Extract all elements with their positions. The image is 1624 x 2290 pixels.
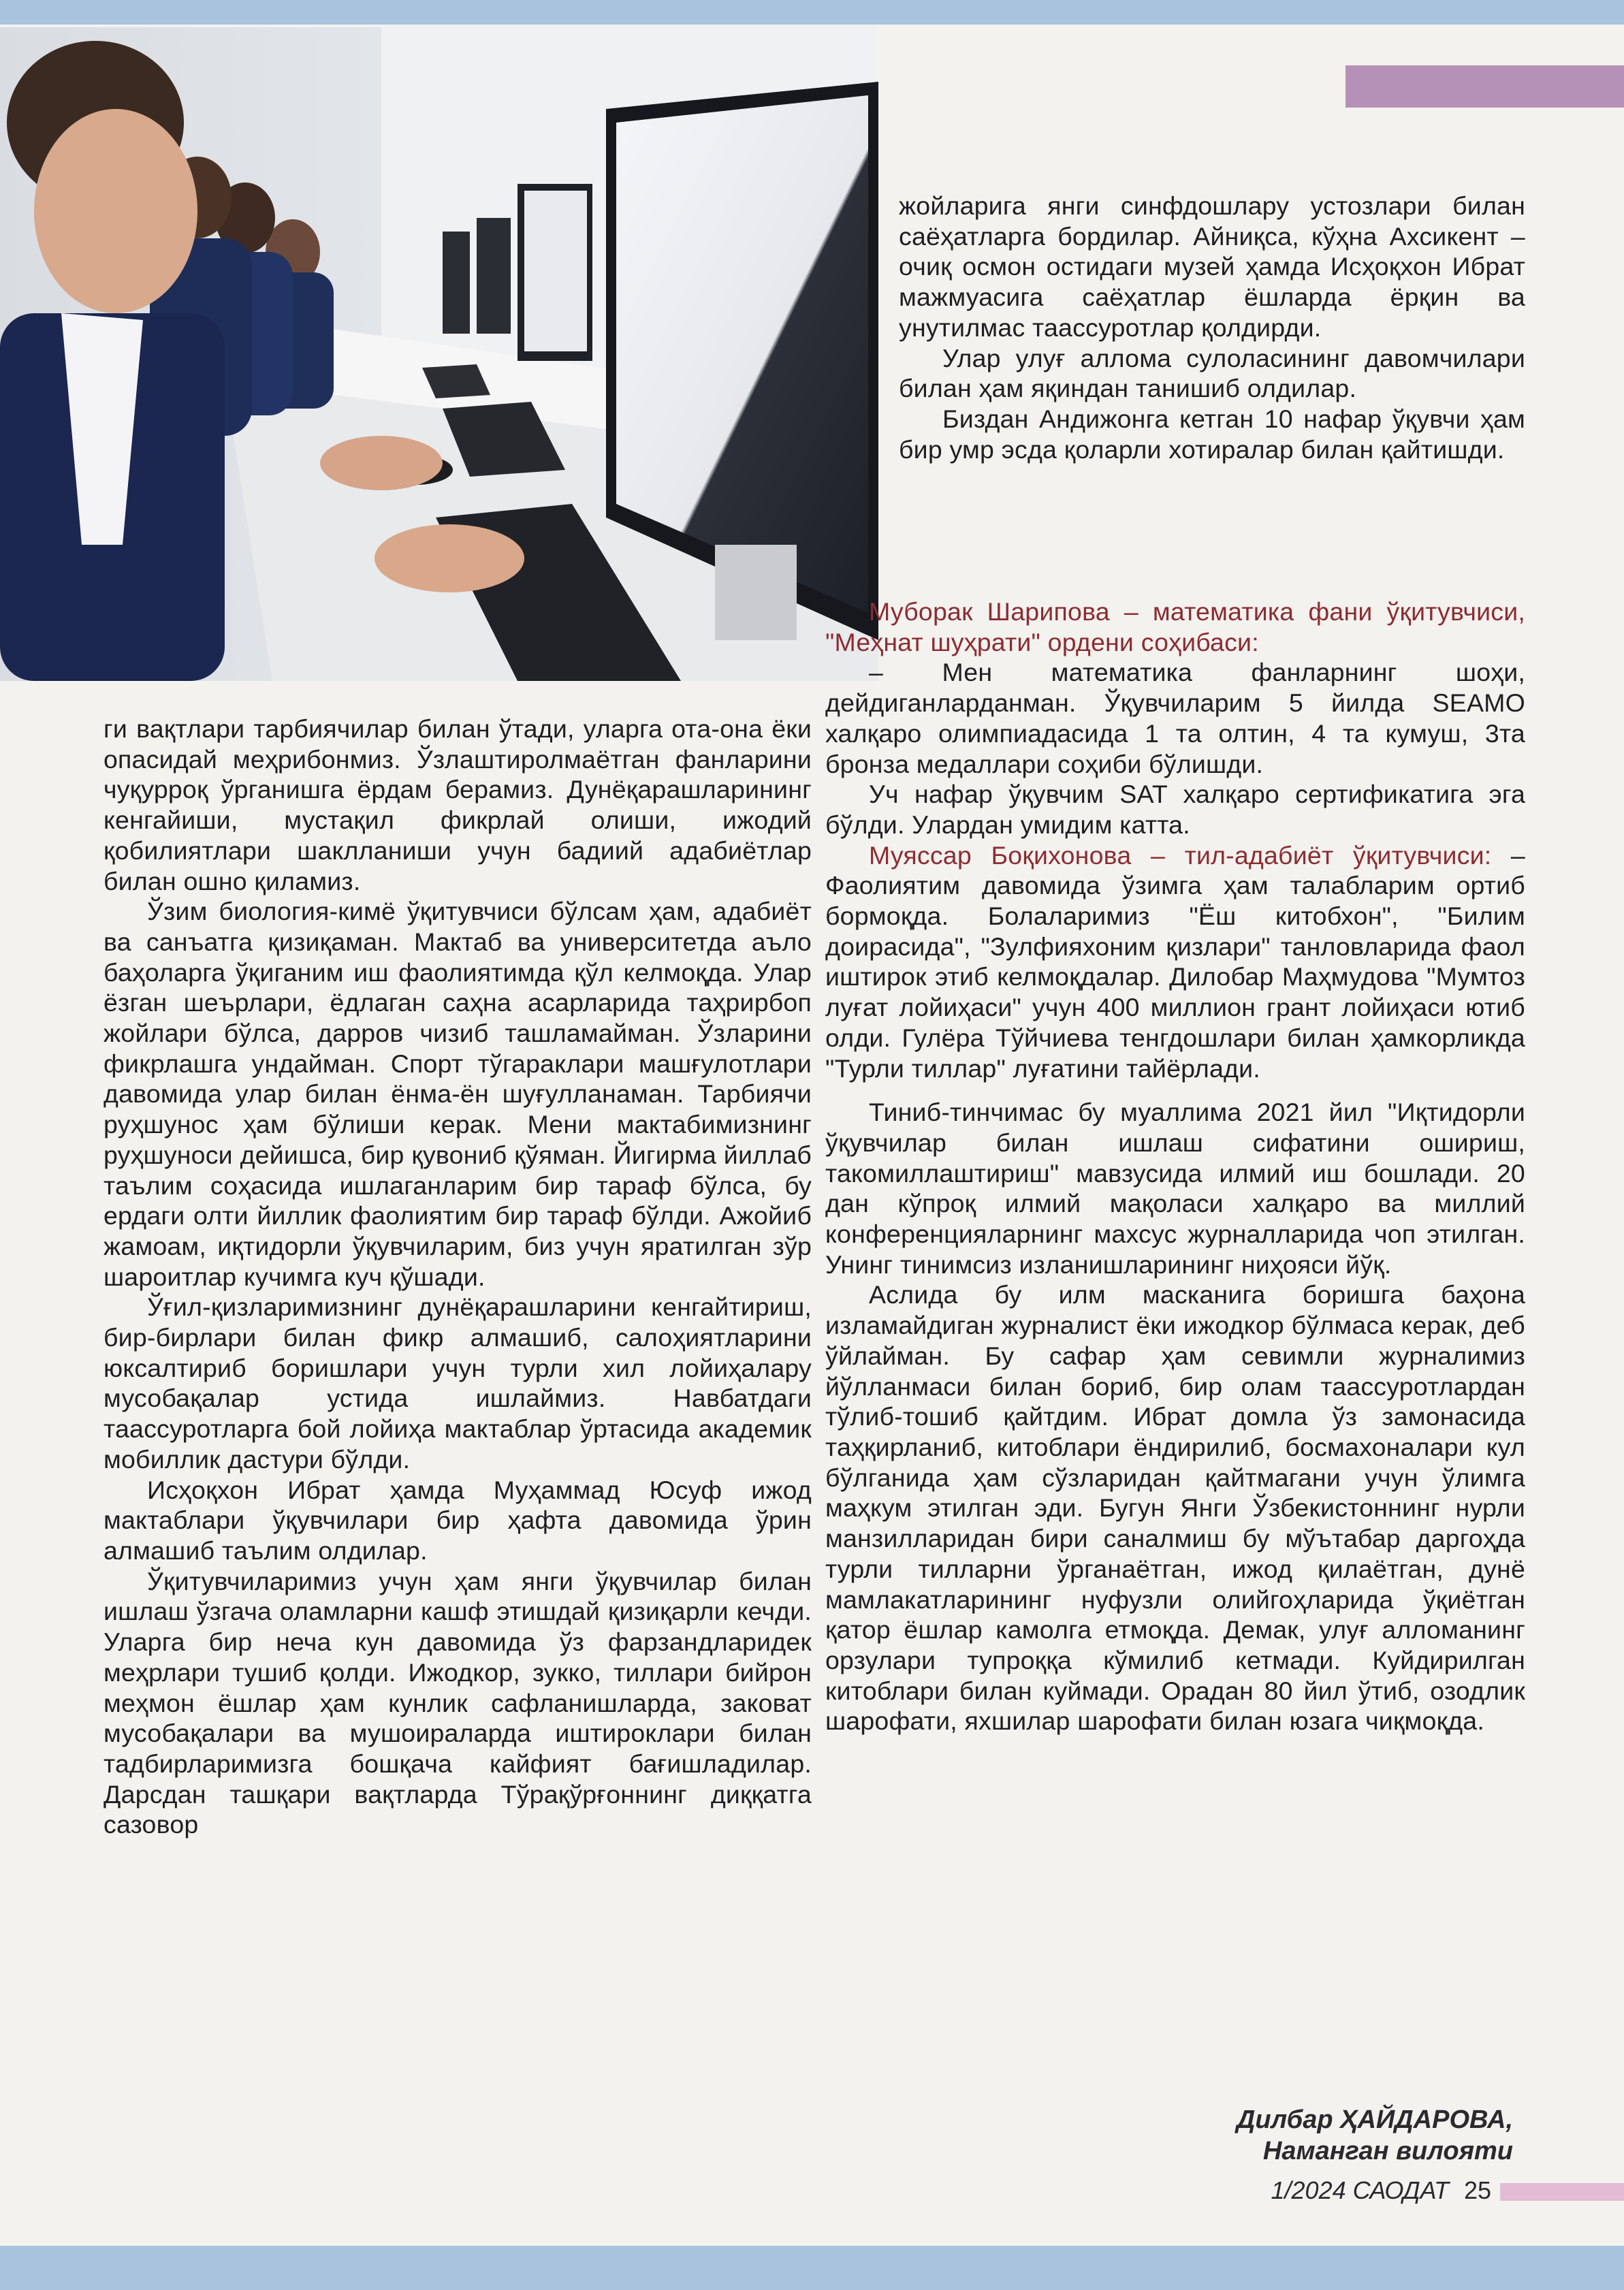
paragraph: Ўзим биология-кимё ўқитувчиси бўлсам ҳам, адабиёт ва санъатга қизиқаман. Мактаб ва университетда аъло баҳоларга ўқиганим иш фаолиятимда қўл келмоқда. Улар ёзган шеърлари, ёдлаган саҳна асарларида таҳрирбоп жойлари бўлса, дарров чизиб ташламайман. Ўзларини фикрлашга ундайман. Спорт тўгараклари машғулотлари давомида улар билан ёнма-ён шуғулланаман. Тарбиячи руҳшунос ҳам бўлиши керак. Мени мактабимизнинг руҳшуноси дейишса, бир қувониб қўяман. Йигирма йиллаб таълим соҳасида ишлаганларим бир тараф бўлса, бу ердаги олти йиллик фаолиятим бир тараф бўлди. Ажойиб жамоам, иқтидорли ўқувчиларим, биз учун яратилган зўр шароитлар кучимга куч қўшади. <box>104 897 812 1291</box>
paragraph: Ўқитувчиларимиз учун ҳам янги ўқувчилар билан ишлаш ўзгача оламларни кашф этишдай қизиқарли кечди. Уларга бир неча кун давомида ўз фарзандларидек меҳрлари тушиб қолди. Ижодкор, зукко, тиллари бийрон меҳмон ёшлар ҳам кунлик сафланишларда, заковат мусобақалари ва мушоираларда иштироклари билан тадбирларимизга бошқача кайфият бағишладилар. Дарсдан ташқари вақтларда Тўрақўрғоннинг диққатга сазовор <box>104 1566 812 1839</box>
paragraph: Ўғил-қизларимизнинг дунёқарашларини кенгайтириш, бир-бирлари билан фикр алмашиб, салоҳиятларини юксалтириб боришлари учун турли хил лойиҳалару мусобақалар устида ишлаймиз. Навбатдаги таассуротларга бой лойиҳа мактаблар ўртасида академик мобиллик дастури бўлди. <box>104 1292 812 1474</box>
author-name: Дилбар ҲАЙДАРОВА, <box>1236 2105 1513 2134</box>
classroom-computers-photo <box>0 27 878 681</box>
bottom-color-band <box>0 2246 1624 2290</box>
speaker-quote: – Фаолиятим давомида ўзимга ҳам талабларим ортиб бормоқда. Болаларимиз "Ёш китобхон", "Билим доирасида", "Зулфияхоним қизлари" танловларида фаол иштирок этиб келмоқдалар. Дилобар Маҳмудова "Мумтоз луғат лойиҳаси" учун 400 миллион грант лойиҳаси ютиб олди. Гулёра Тўйчиева тенгдошлари билан ҳамкорликда "Турли тиллар" луғатини тайёрлади. <box>825 840 1525 1083</box>
author-signature <box>1021 2104 1513 2167</box>
paragraph: ги вақтлари тарбиячилар билан ўтади, уларга ота-она ёки опасидай меҳрибонмиз. Ўзлаштиролмаётган фанларини чуқурроқ ўрганишга ёрдам берамиз. Дунёқарашларининг кенгайиши, мустақил фикрлай олиши, ижодий қобилиятлари шаклланиши учун бадиий адабиётлар билан ошно қиламиз. <box>104 714 812 895</box>
paragraph: Улар улуғ аллома сулоласининг давомчилари билан ҳам яқиндан танишиб олдилар. <box>899 343 1525 403</box>
author-region: Наманган вилояти <box>1262 2137 1513 2165</box>
issue-label: 1/2024 САОДАТ <box>1271 2176 1449 2204</box>
top-color-band <box>0 0 1624 25</box>
paragraph: Уч нафар ўқувчим SAT халқаро сертификатига эга бўлди. Улардан умидим катта. <box>825 780 1525 839</box>
paragraph: Биздан Андижонга кетган 10 нафар ўқувчи ҳам бир умр эсда қоларли хотиралар билан қайтишди. <box>899 404 1525 464</box>
paragraph: Тиниб-тинчимас бу муаллима 2021 йил "Иқтидорли ўқувчилар билан ишлаш сифатини ошириш, такомиллаштириш" мавзусида илмий иш бошлади. 20 дан кўпроқ илмий мақоласи халқаро ва миллий конференцияларнинг махсус журналларида чоп этилган. Унинг тинимсиз изланишларининг ниҳояси йўқ. <box>825 1098 1525 1279</box>
page-number: 25 <box>1463 2176 1491 2204</box>
left-column <box>104 714 812 1840</box>
speaker-quote: – Мен математика фанларнинг шоҳи, дейдиганларданман. Ўқувчиларим 5 йилда SEAMO халқаро олимпиадасида 1 та олтин, 4 та кумуш, 3та бронза медаллари соҳиби бўлишди. <box>825 658 1525 778</box>
speaker-label: Муяссар Боқихонова – тил-адабиёт ўқитувчиси: <box>869 840 1492 870</box>
paragraph: жойларига янги синфдошлару устозлари билан саёҳатларга бордилар. Айниқса, кўҳна Ахсикент – очиқ осмон остидаги музей ҳамда Исҳоқхон Ибрат мажмуасига саёҳатлар ёшларда ёрқин ва унутилмас таассуротлар қолдирди. <box>899 191 1525 342</box>
speaker-label: Муборак Шарипова – математика фани ўқитувчиси, "Меҳнат шуҳрати" ордени соҳибаси: <box>825 597 1525 656</box>
right-column-speaker1 <box>825 597 1525 1736</box>
paragraph: Исҳоқхон Ибрат ҳамда Муҳаммад Юсуф ижод мактаблари ўқувчилари бир ҳафта давомида ўрин алмашиб таълим олдилар. <box>104 1475 812 1565</box>
page-footer <box>1158 2176 1491 2206</box>
accent-bar-bottom <box>1500 2183 1624 2201</box>
right-column-top <box>899 191 1525 464</box>
accent-bar-top <box>1346 65 1624 108</box>
paragraph: Аслида бу илм масканига боришга баҳона изламайдиган журналист ёки ижодкор бўлмаса керак, деб ўйлайман. Бу сафар ҳам севимли журналимиз йўлланмаси билан бориб, бир олам таассуротлардан тўлиб-тошиб қайтдим. Ибрат домла ўз замонасида таҳқирланиб, китоблари ёндирилиб, босмахоналари кул бўлганида ҳам сўзларидан қайтмагани учун ўлимга маҳкум этилган эди. Бугун Янги Ўзбекистоннинг нурли манзилларидан бири саналмиш бу мўътабар даргоҳда турли тилларни ўрганаётган, ижод қилаётган, дунё мамлакатларининг нуфузли олийгоҳларида ўқиётган қатор ёшлар камолга етмоқда. Демак, улуғ алломанинг орзулари тупроққа кўмилиб кетмади. Куйдирилган китоблари билан куймади. Орадан 80 йил ўтиб, озодлик шарофати, яхшилар шарофати билан юзага чиқмоқда. <box>825 1280 1525 1736</box>
